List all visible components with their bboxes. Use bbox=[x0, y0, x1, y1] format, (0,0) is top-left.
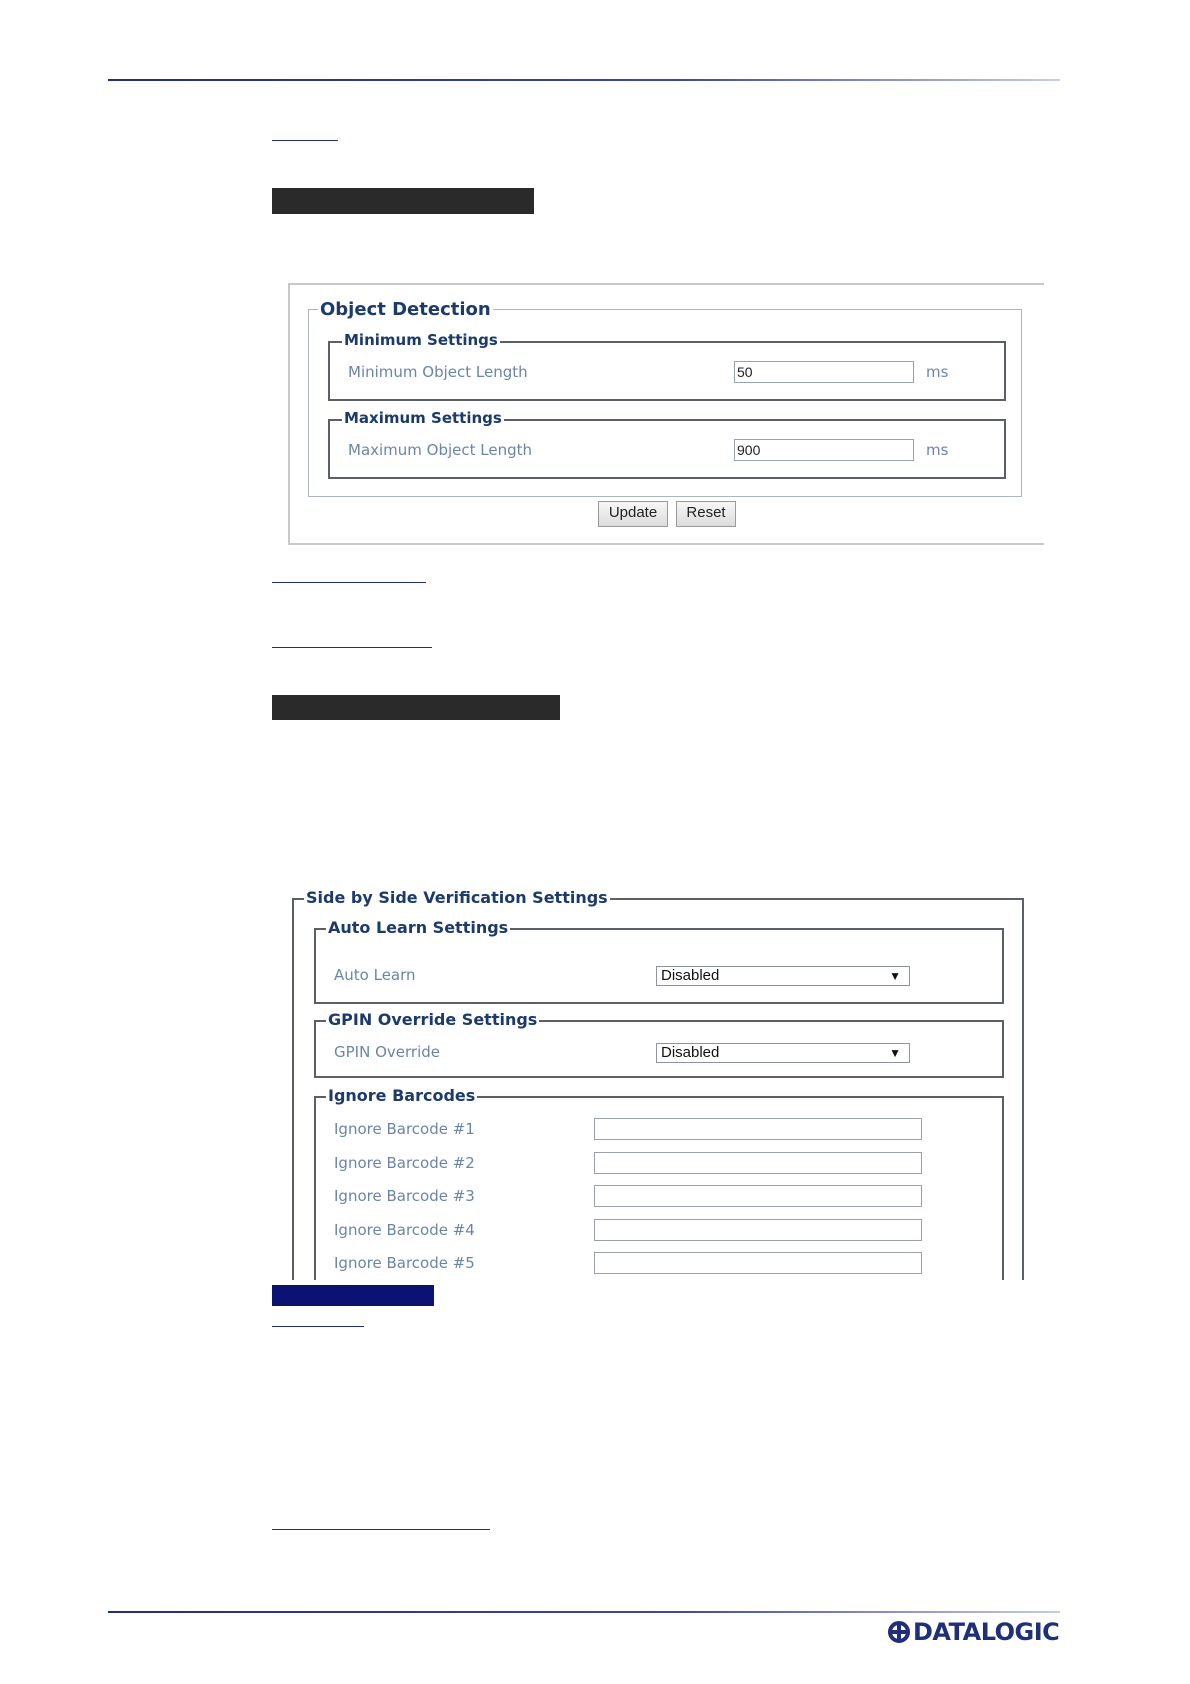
auto-learn-value: Disabled bbox=[661, 967, 720, 984]
chevron-down-icon[interactable]: ▼ bbox=[889, 1046, 901, 1060]
ignore-barcode-label: Ignore Barcode #4 bbox=[334, 1221, 475, 1239]
redacted-heading-bar bbox=[272, 695, 560, 720]
gpin-override-value: Disabled bbox=[661, 1044, 720, 1061]
link-underline bbox=[272, 582, 426, 583]
ignore-barcode-label: Ignore Barcode #3 bbox=[334, 1187, 475, 1205]
maximum-settings-legend: Maximum Settings bbox=[344, 409, 502, 427]
brand-name: DATALOGIC bbox=[913, 1618, 1060, 1646]
minimum-object-length-label: Minimum Object Length bbox=[348, 363, 528, 381]
gpin-override-select[interactable] bbox=[656, 1043, 910, 1063]
minimum-unit: ms bbox=[926, 363, 949, 381]
auto-learn-select[interactable] bbox=[656, 966, 910, 986]
auto-learn-legend: Auto Learn Settings bbox=[328, 918, 509, 937]
ignore-barcodes-legend: Ignore Barcodes bbox=[328, 1086, 476, 1105]
ignore-barcode-input[interactable] bbox=[594, 1219, 922, 1241]
reset-button[interactable]: Reset bbox=[676, 501, 736, 527]
ignore-barcode-input[interactable] bbox=[594, 1118, 922, 1140]
ignore-barcode-label: Ignore Barcode #1 bbox=[334, 1120, 475, 1138]
redacted-heading-bar bbox=[272, 188, 534, 214]
maximum-object-length-input[interactable]: 900 bbox=[734, 439, 914, 461]
gpin-override-label: GPIN Override bbox=[334, 1043, 440, 1061]
link-underline bbox=[272, 1326, 364, 1327]
gpin-override-legend: GPIN Override Settings bbox=[328, 1010, 538, 1029]
ignore-barcode-input[interactable] bbox=[594, 1185, 922, 1207]
header-rule bbox=[108, 79, 1060, 81]
maximum-object-length-label: Maximum Object Length bbox=[348, 441, 533, 459]
maximum-unit: ms bbox=[926, 441, 949, 459]
datalogic-logo bbox=[888, 1617, 1060, 1647]
minimum-settings-legend: Minimum Settings bbox=[344, 331, 498, 349]
side-by-side-title: Side by Side Verification Settings bbox=[306, 888, 608, 907]
object-detection-screenshot bbox=[288, 283, 1044, 545]
footer-rule bbox=[108, 1611, 1060, 1613]
update-button[interactable]: Update bbox=[598, 501, 668, 527]
ignore-barcode-input[interactable] bbox=[594, 1152, 922, 1174]
link-underline bbox=[272, 140, 338, 141]
side-by-side-screenshot bbox=[290, 884, 1026, 1280]
ignore-barcode-input[interactable] bbox=[594, 1252, 922, 1274]
ignore-barcode-label: Ignore Barcode #2 bbox=[334, 1154, 475, 1172]
link-underline bbox=[272, 1529, 490, 1530]
auto-learn-label: Auto Learn bbox=[334, 966, 416, 984]
highlight-heading-bar bbox=[272, 1285, 434, 1306]
object-detection-title: Object Detection bbox=[320, 299, 491, 320]
ignore-barcode-label: Ignore Barcode #5 bbox=[334, 1254, 475, 1272]
link-underline bbox=[272, 647, 432, 648]
minimum-object-length-input[interactable]: 50 bbox=[734, 361, 914, 383]
datalogic-logo-icon bbox=[888, 1621, 910, 1643]
chevron-down-icon[interactable]: ▼ bbox=[889, 969, 901, 983]
